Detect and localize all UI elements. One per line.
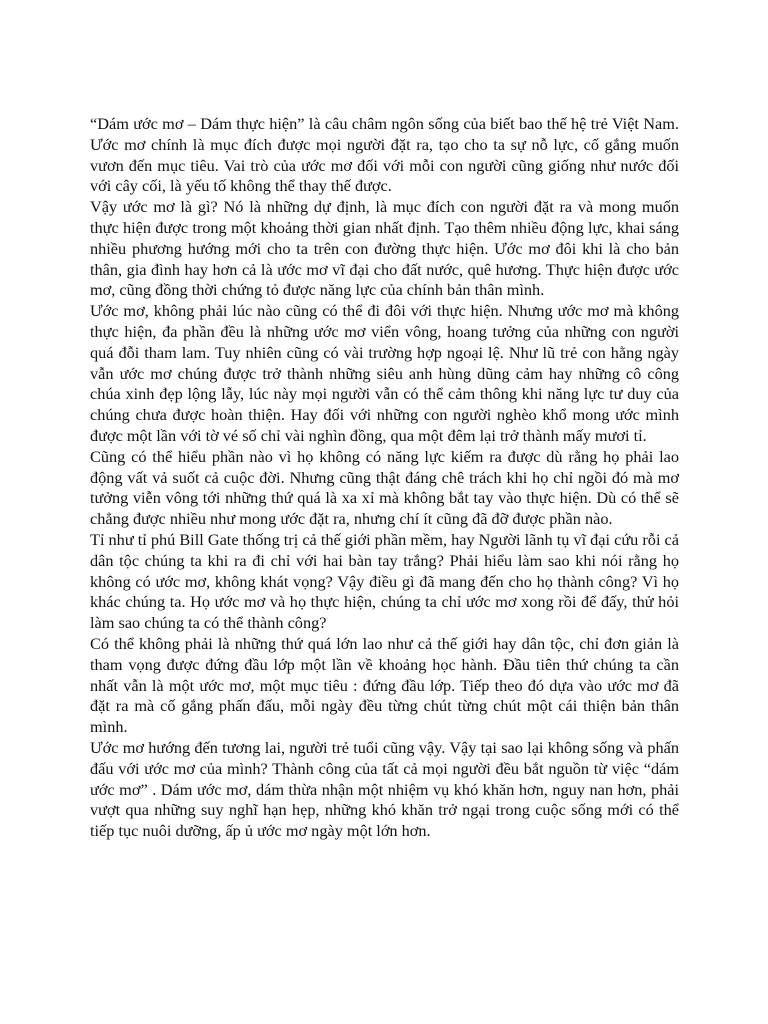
paragraph: Ước mơ hướng đến tương lai, người trẻ tuổi cũng vậy. Vậy tại sao lại không sống và phấn đấu với ước mơ của mình? Thành công của tất cả mọi người đều bắt nguồn từ việc “dám ước mơ” . Dám ước mơ, dám thừa nhận một nhiệm vụ khó khăn hơn, nguy nan hơn, phải vượt qua những suy nghĩ hạn hẹp, những khó khăn trở ngại trong cuộc sống mới có thể tiếp tục nuôi dưỡng, ấp ủ ước mơ ngày một lớn hơn. [90, 737, 679, 841]
paragraph: Cũng có thể hiểu phần nào vì họ không có năng lực kiếm ra được dù rằng họ phải lao động vất vả suốt cả cuộc đời. Nhưng cũng thật đáng chê trách khi họ chỉ ngồi đó mà mơ tưởng viễn vông tới những thứ quá là xa xỉ mà không bắt tay vào thực hiện. Dù có thể sẽ chẳng được nhiều như mong ước đặt ra, nhưng chí ít cũng đã đỡ được phần nào. [90, 446, 679, 529]
paragraph: Có thể không phải là những thứ quá lớn lao như cả thế giới hay dân tộc, chỉ đơn giản là tham vọng được đứng đầu lớp một lần về khoảng học hành. Đầu tiên thứ chúng ta cần nhất vẫn là một ước mơ, một mục tiêu : đứng đầu lớp. Tiếp theo đó dựa vào ước mơ đã đặt ra mà cố gắng phấn đấu, mỗi ngày đều từng chút từng chút một cái thiện bản thân mình. [90, 633, 679, 737]
paragraph: Tỉ như tỉ phú Bill Gate thống trị cả thế giới phần mềm, hay Người lãnh tụ vĩ đại cứu rỗi cả dân tộc chúng ta khi ra đi chỉ với hai bàn tay trắng? Phải hiểu làm sao khi nói rằng họ không có ước mơ, không khát vọng? Vậy điều gì đã mang đến cho họ thành công? Vì họ khác chúng ta. Họ ước mơ và họ thực hiện, chúng ta chỉ ước mơ xong rồi để đấy, thử hỏi làm sao chúng ta có thể thành công? [90, 529, 679, 633]
paragraph: Ước mơ, không phải lúc nào cũng có thể đi đôi với thực hiện. Nhưng ước mơ mà không thực hiện, đa phần đều là những ước mơ viển vông, hoang tưởng của những con người quá đỗi tham lam. Tuy nhiên cũng có vài trường hợp ngoại lệ. Như lũ trẻ con hằng ngày vẫn ước mơ chúng được trở thành những siêu anh hùng dũng cảm hay những cô công chúa xinh đẹp lộng lẫy, lúc này mọi người vẫn có thể cảm thông khi năng lực tư duy của chúng chưa được hoàn thiện. Hay đối với những con người nghèo khổ mong ước mình được một lần với tờ vé số chỉ vài nghìn đồng, qua một đêm lại trở thành mấy mươi tỉ. [90, 301, 679, 445]
paragraph: Vậy ước mơ là gì? Nó là những dự định, là mục đích con người đặt ra và mong muốn thực hiện được trong một khoảng thời gian nhất định. Tạo thêm nhiều động lực, khai sáng nhiều phương hướng mới cho ta trên con đường thực hiện. Ước mơ đôi khi là cho bản thân, gia đình hay hơn cả là ước mơ vĩ đại cho đất nước, quê hương. Thực hiện được ước mơ, cũng đồng thời chứng tỏ được năng lực của chính bản thân mình. [90, 197, 679, 300]
paragraph: “Dám ước mơ – Dám thực hiện” là câu châm ngôn sống của biết bao thế hệ trẻ Việt Nam. Ước mơ chính là mục đích được mọi người đặt ra, tạo cho ta sự nỗ lực, cố gắng muốn vươn đến mục tiêu. Vai trò của ước mơ đối với mỗi con người cũng giống như nước đối với cây cối, là yếu tố không thể thay thế được. [90, 114, 679, 196]
document-page [90, 114, 679, 842]
